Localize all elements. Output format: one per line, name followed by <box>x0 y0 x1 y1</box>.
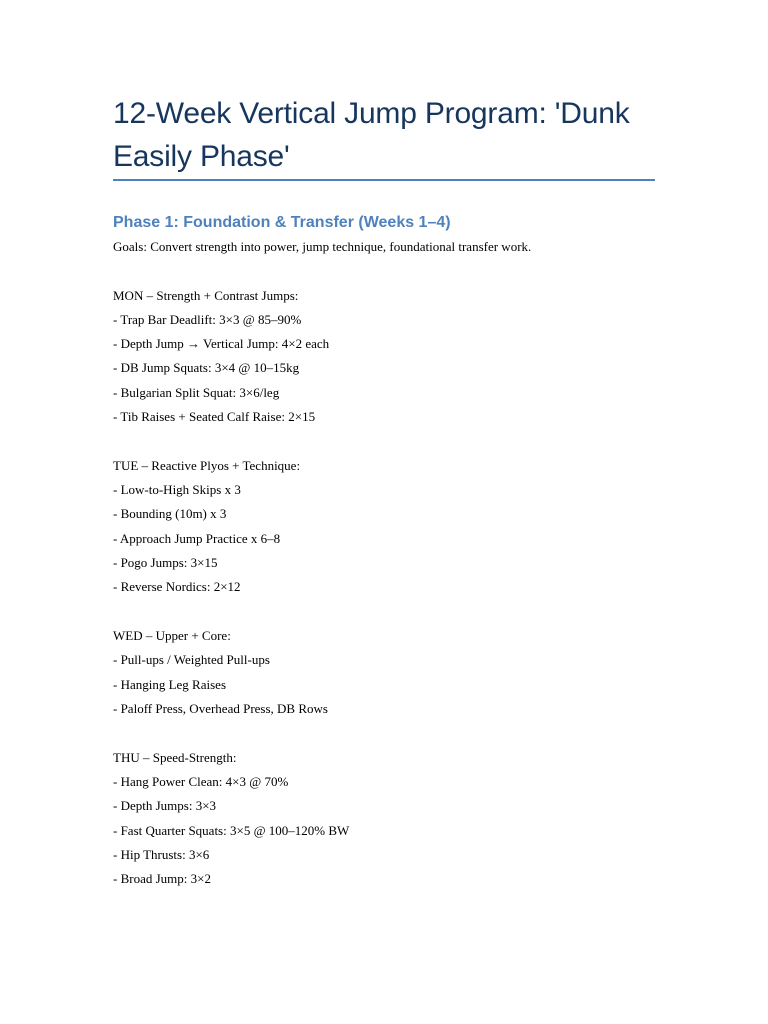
exercise-item: - Pull-ups / Weighted Pull-ups <box>113 652 270 667</box>
exercise-item: - Hang Power Clean: 4×3 @ 70% <box>113 774 289 789</box>
title-divider <box>113 179 655 181</box>
day-heading-thu: THU – Speed-Strength: <box>113 750 237 765</box>
exercise-item: - Hip Thrusts: 3×6 <box>113 847 210 862</box>
day-heading-tue: TUE – Reactive Plyos + Technique: <box>113 458 301 473</box>
day-heading-mon: MON – Strength + Contrast Jumps: <box>113 288 299 303</box>
exercise-item: - Approach Jump Practice x 6–8 <box>113 531 281 546</box>
exercise-item: - Paloff Press, Overhead Press, DB Rows <box>113 701 328 716</box>
exercise-item: - DB Jump Squats: 3×4 @ 10–15kg <box>113 360 300 375</box>
phase-goals: Goals: Convert strength into power, jump technique, foundational transfer work. <box>113 239 532 254</box>
day-heading-wed: WED – Upper + Core: <box>113 628 231 643</box>
exercise-item: - Bulgarian Split Squat: 3×6/leg <box>113 385 280 400</box>
exercise-item: - Depth Jumps: 3×3 <box>113 798 217 813</box>
phase-heading: Phase 1: Foundation & Transfer (Weeks 1–4) <box>113 214 451 231</box>
exercise-item: - Bounding (10m) x 3 <box>113 506 227 521</box>
exercise-item: - Fast Quarter Squats: 3×5 @ 100–120% BW <box>113 823 350 838</box>
document-title: 12-Week Vertical Jump Program: 'Dunk Easily Phase' <box>113 97 630 173</box>
exercise-item: - Trap Bar Deadlift: 3×3 @ 85–90% <box>113 312 302 327</box>
exercise-item: - Reverse Nordics: 2×12 <box>113 579 241 594</box>
exercise-item: - Depth Jump → Vertical Jump: 4×2 each <box>113 336 330 351</box>
exercise-item: - Tib Raises + Seated Calf Raise: 2×15 <box>113 409 316 424</box>
exercise-item: - Broad Jump: 3×2 <box>113 871 211 886</box>
exercise-item: - Pogo Jumps: 3×15 <box>113 555 218 570</box>
exercise-item: - Hanging Leg Raises <box>113 677 227 692</box>
exercise-item: - Low-to-High Skips x 3 <box>113 482 241 497</box>
